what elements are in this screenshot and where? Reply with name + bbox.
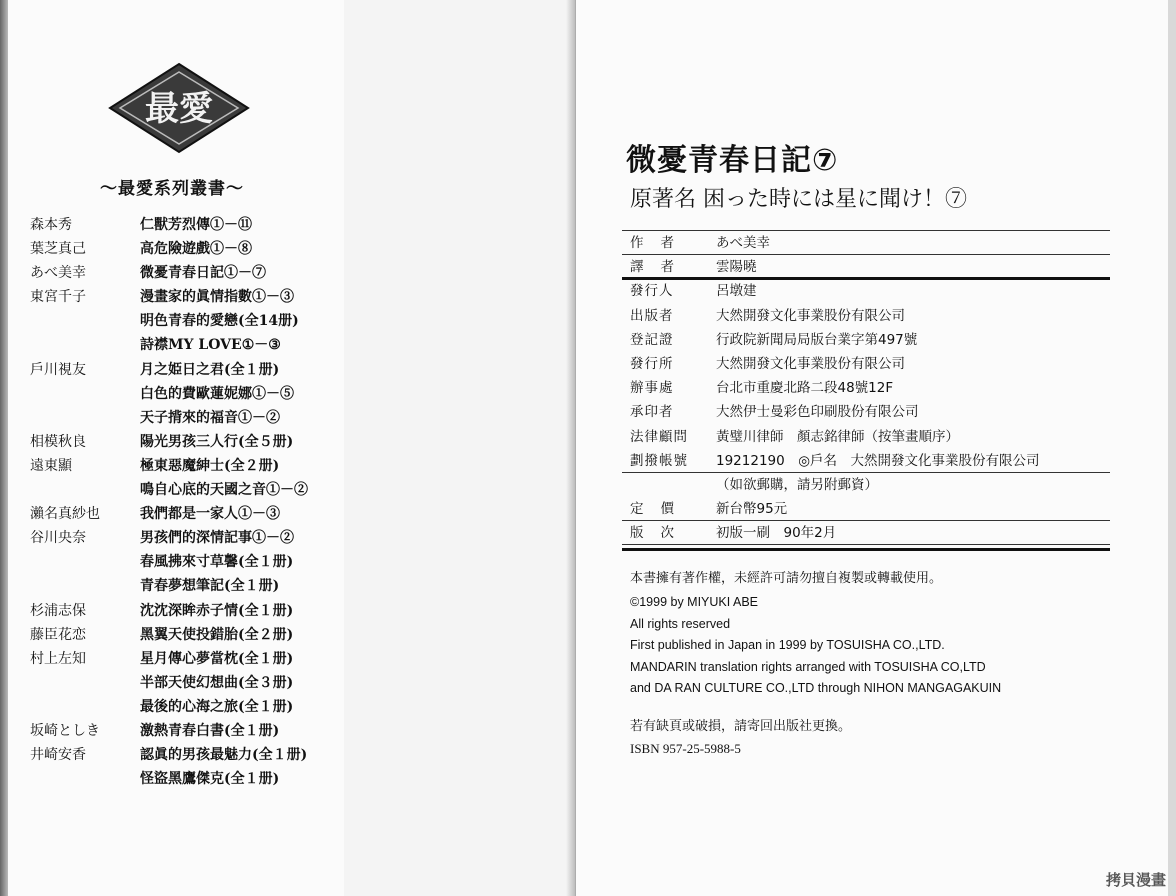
book-title-entry: 詩襟MY LOVE①－③ (140, 337, 281, 354)
book-title-entry: 明色青春的愛戀(全14册) (140, 313, 299, 330)
book-row (30, 575, 340, 599)
book-row (30, 359, 340, 383)
english-line: MANDARIN translation rights arranged with TOSUISHA CO,LTD (630, 659, 986, 674)
book-row (30, 214, 340, 238)
original-title: 原著名 困った時には星に聞け！⑦ (630, 187, 967, 212)
english-copyright (630, 592, 1001, 700)
book-author: 東宮千子 (30, 289, 86, 306)
book-row (30, 648, 340, 672)
credit-row (630, 231, 1110, 255)
book-title-entry: 怪盜黑鷹傑克(全１册) (140, 771, 280, 788)
series-logo (106, 60, 252, 156)
credit-row (630, 449, 1110, 473)
left-page (8, 0, 344, 896)
credit-row (630, 497, 1110, 521)
book-title-entry: 陽光男孩三人行(全５册) (140, 433, 294, 450)
right-page (576, 0, 1168, 896)
book-row (30, 407, 340, 431)
credit-value: 行政院新聞局局版台業字第497號 (716, 331, 918, 348)
book-title: 微憂青春日記⑦ (626, 143, 839, 178)
book-title-entry: 高危險遊戲①－⑧ (140, 241, 252, 258)
credit-value: 19212190 ◎戶名 大然開發文化事業股份有限公司 (716, 452, 1040, 469)
book-row (30, 527, 340, 551)
book-author: 谷川央奈 (30, 530, 86, 547)
credit-value: （如欲郵購，請另附郵資） (716, 476, 878, 493)
book-author: 瀨名真紗也 (30, 506, 100, 523)
book-row (30, 696, 340, 720)
credit-row (630, 279, 1110, 303)
book-row (30, 455, 340, 479)
credit-label: 發行人 (630, 283, 674, 300)
credit-row (630, 352, 1110, 376)
series-title: ～最愛系列叢書～ (100, 179, 244, 199)
book-row (30, 238, 340, 262)
book-author: 藤臣花恋 (30, 626, 86, 643)
book-title-entry: 月之姫日之君(全１册) (140, 361, 280, 378)
credit-label: 作者 (630, 235, 691, 251)
credit-value: 黃璧川律師 顏志銘律師（按筆畫順序） (716, 428, 959, 445)
credit-row (630, 255, 1110, 279)
book-author: 遠東顯 (30, 457, 72, 474)
book-title-entry: 激熱青春白書(全１册) (140, 722, 280, 739)
credit-label: 發行所 (630, 355, 674, 372)
book-title-entry: 沈沈深眸赤子情(全１册) (140, 602, 294, 619)
credits-table (630, 231, 1110, 545)
book-author: 村上左知 (30, 650, 86, 667)
divider-thick (622, 548, 1110, 551)
credit-label: 出版者 (630, 307, 674, 324)
credit-label: 版次 (630, 525, 691, 542)
book-author: あべ美幸 (30, 265, 86, 282)
isbn: ISBN 957-25-5988-5 (630, 741, 741, 756)
book-row (30, 744, 340, 768)
book-author: 坂崎としき (30, 722, 100, 739)
credit-label: 法律顧問 (630, 428, 688, 445)
book-author: 井崎安香 (30, 747, 86, 764)
credit-value: 雲陽曉 (716, 259, 757, 276)
book-row (30, 624, 340, 648)
diamond-logo-icon (106, 60, 252, 156)
english-line: All rights reserved (630, 616, 731, 631)
credit-value: 大然伊士曼彩色印刷股份有限公司 (716, 404, 919, 421)
credit-label: 辦事處 (630, 380, 674, 397)
watermark: 拷貝漫畫 (1105, 871, 1166, 889)
book-title-entry: 星月傳心夢當枕(全１册) (140, 650, 294, 667)
missing-page-notice: 若有缺頁或破損，請寄回出版社更換。 (630, 719, 852, 734)
credit-row (630, 473, 1110, 497)
book-row (30, 431, 340, 455)
english-line: and DA RAN CULTURE CO.,LTD through NIHON MANGAGAKUIN (630, 681, 1002, 695)
book-title-entry: 仁獸芳烈傳①－⑪ (140, 217, 252, 233)
book-row (30, 503, 340, 527)
blank-page (344, 0, 576, 896)
credit-value: 新台幣95元 (716, 501, 788, 518)
book-title-entry: 男孩們的深情記事①－② (140, 530, 294, 547)
book-row (30, 334, 340, 358)
book-title-entry: 我們都是一家人①－③ (140, 506, 280, 523)
book-author: 戶川視友 (30, 361, 86, 378)
book-author: 葉芝真己 (30, 241, 86, 258)
credit-row (630, 304, 1110, 328)
english-line: ©1999 by MIYUKI ABE (630, 595, 759, 609)
book-title-entry: 微憂青春日記①－⑦ (140, 265, 266, 282)
credit-value: 呂墩建 (716, 283, 757, 300)
credit-value: 大然開發文化事業股份有限公司 (716, 355, 905, 372)
book-author: 森本秀 (30, 217, 72, 233)
credit-row (630, 521, 1110, 545)
book-title-entry: 半部天使幻想曲(全３册) (140, 674, 294, 691)
book-title-entry: 最後的心海之旅(全１册) (140, 698, 294, 715)
book-title-entry: 認眞的男孩最魅力(全１册) (140, 747, 308, 764)
book-title-entry: 漫畫家的眞情指數①－③ (140, 289, 294, 306)
credit-label: 劃撥帳號 (630, 452, 688, 469)
credit-value: 台北市重慶北路二段48號12F (716, 380, 894, 397)
book-title-entry: 白色的費歐蓮妮娜①－⑤ (140, 385, 294, 402)
book-author: 相模秋良 (30, 433, 86, 450)
credit-label: 登記證 (630, 331, 674, 348)
book-row (30, 262, 340, 286)
book-row (30, 383, 340, 407)
book-list (30, 214, 340, 792)
book-row (30, 672, 340, 696)
book-row (30, 479, 340, 503)
book-row (30, 310, 340, 334)
credit-row (630, 376, 1110, 400)
credit-value: 初版一刷 90年2月 (716, 525, 837, 542)
english-line: First published in Japan in 1999 by TOSUISHA CO.,LTD. (630, 638, 945, 652)
credit-row (630, 400, 1110, 424)
credit-label: 譯者 (630, 259, 691, 276)
book-row (30, 600, 340, 624)
book-title-entry: 極東惡魔紳士(全２册) (140, 457, 280, 474)
credit-value: あべ美幸 (716, 235, 770, 251)
credit-label: 承印者 (630, 404, 674, 421)
book-title-entry: 春風拂來寸草馨(全１册) (140, 554, 294, 571)
svg-text:最愛: 最愛 (145, 89, 213, 129)
book-row (30, 720, 340, 744)
book-row (30, 768, 340, 792)
book-row (30, 551, 340, 575)
credit-row (630, 328, 1110, 352)
book-title-entry: 青春夢想筆記(全１册) (140, 578, 280, 595)
credit-label: 定價 (630, 501, 691, 518)
rights-notice: 本書擁有著作權，未經許可請勿擅自複製或轉載使用。 (630, 571, 943, 586)
book-title-entry: 鳴自心底的天國之音①－② (140, 482, 308, 499)
credit-value: 大然開發文化事業股份有限公司 (716, 307, 905, 324)
credit-row (630, 425, 1110, 449)
book-row (30, 286, 340, 310)
book-author: 杉浦志保 (30, 602, 86, 619)
book-title-entry: 天子揹來的福音①－② (140, 409, 280, 426)
book-title-entry: 黑翼天使投錯胎(全２册) (140, 626, 294, 643)
